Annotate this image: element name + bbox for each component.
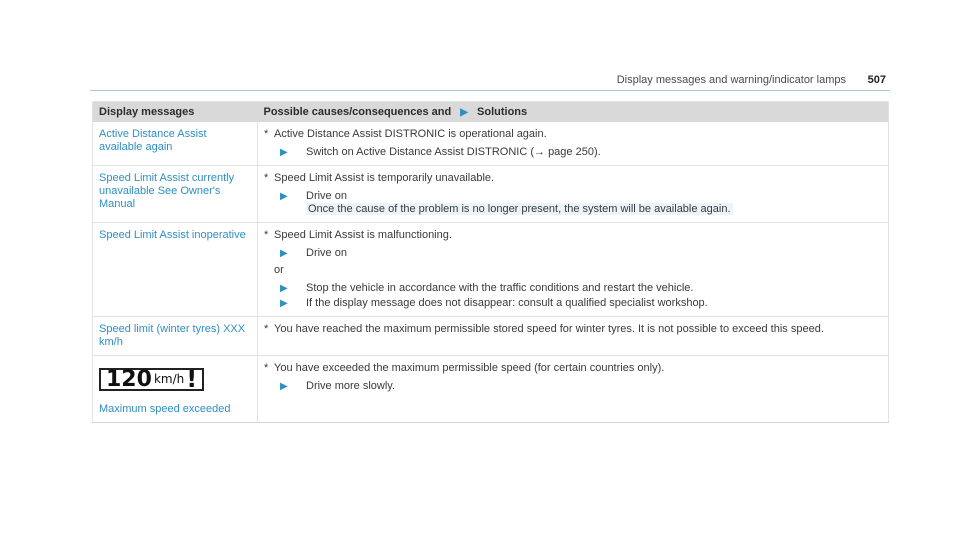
- cause-text: You have reached the maximum permissible stored speed for winter tyres. It is not possible to exceed this speed.: [274, 323, 824, 335]
- speed-value: 120: [106, 367, 152, 392]
- cause-line: [264, 362, 882, 375]
- display-message: Active Distance Assist available again: [99, 128, 207, 153]
- cause-line: [264, 172, 882, 185]
- section-title: Display messages and warning/indicator lamps: [616, 74, 846, 86]
- solution-step: [274, 146, 882, 159]
- or-label: or: [274, 264, 284, 276]
- solution-step: [274, 247, 882, 260]
- star-icon: *: [264, 362, 269, 374]
- solution-step: [274, 190, 882, 216]
- solution-step: [274, 380, 882, 393]
- table-header-row: [93, 102, 889, 123]
- cause-cell: [258, 356, 889, 423]
- cause-text: Active Distance Assist DISTRONIC is operational again.: [274, 128, 547, 140]
- display-message: Speed Limit Assist currently unavailable See Owner's Manual: [99, 172, 235, 210]
- message-cell: [93, 166, 258, 223]
- display-message: Maximum speed exceeded: [99, 403, 231, 415]
- table-row: [93, 317, 889, 356]
- solution-step: [274, 297, 882, 310]
- display-message: Speed Limit Assist inoperative: [99, 229, 246, 241]
- column-header-messages: Display messages: [93, 102, 258, 123]
- page-number: 507: [867, 74, 886, 86]
- cause-text: Speed Limit Assist is temporarily unavailable.: [274, 172, 495, 184]
- cause-cell: [258, 317, 889, 356]
- step-note: Once the cause of the problem is no longer present, the system will be available again.: [308, 203, 731, 215]
- star-icon: *: [264, 323, 269, 335]
- solutions-label: Solutions: [477, 106, 528, 118]
- step-text: Drive on: [306, 247, 347, 259]
- causes-label: Possible causes/consequences and: [263, 106, 452, 118]
- display-messages-table: [92, 101, 889, 423]
- arrow-icon: ▶: [280, 298, 288, 309]
- step-text: Drive more slowly.: [306, 380, 396, 392]
- header-divider: [90, 90, 890, 91]
- arrow-icon: ▶: [280, 147, 288, 158]
- message-cell: [93, 223, 258, 317]
- star-icon: *: [264, 128, 269, 140]
- arrow-icon: ▶: [460, 107, 468, 118]
- table-row: [93, 356, 889, 423]
- message-cell: [93, 122, 258, 166]
- cause-text: You have exceeded the maximum permissible speed (for certain countries only).: [274, 362, 665, 374]
- message-cell: [93, 356, 258, 423]
- step-text: If the display message does not disappear: consult a qualified specialist workshop.: [306, 297, 708, 309]
- table-row: [93, 223, 889, 317]
- arrow-icon: ▶: [280, 381, 288, 392]
- table-row: [93, 122, 889, 166]
- page-header: [90, 74, 890, 90]
- arrow-icon: ▶: [280, 191, 288, 202]
- solution-step: [274, 282, 882, 295]
- table-row: [93, 166, 889, 223]
- arrow-icon: ▶: [280, 248, 288, 259]
- cause-line: [264, 323, 882, 336]
- exclamation-icon: !: [186, 365, 198, 393]
- speed-unit: km/h: [153, 372, 185, 386]
- display-message: Speed limit (winter tyres) XXX km/h: [99, 323, 246, 348]
- arrow-icon: ▶: [280, 283, 288, 294]
- message-cell: [93, 317, 258, 356]
- cause-line: [264, 229, 882, 242]
- star-icon: *: [264, 172, 269, 184]
- step-text: Drive on: [306, 190, 347, 202]
- star-icon: *: [264, 229, 269, 241]
- column-header-causes: [258, 102, 889, 123]
- cause-cell: [258, 122, 889, 166]
- cause-cell: [258, 223, 889, 317]
- cause-line: [264, 128, 882, 141]
- cause-cell: [258, 166, 889, 223]
- step-text: Stop the vehicle in accordance with the traffic conditions and restart the vehicle.: [306, 282, 694, 294]
- cause-text: Speed Limit Assist is malfunctioning.: [274, 229, 452, 241]
- speed-warning-symbol: [99, 365, 204, 393]
- step-text[interactable]: Switch on Active Distance Assist DISTRONIC (→ page 250).: [306, 146, 601, 158]
